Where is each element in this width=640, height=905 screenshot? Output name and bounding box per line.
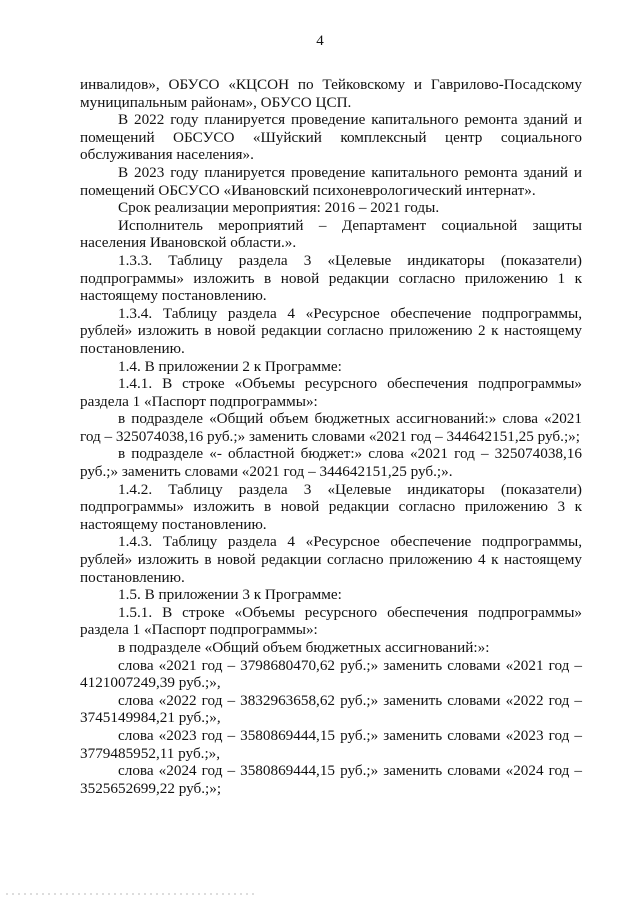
paragraph: слова «2022 год – 3832963658,62 руб.;» заменить словами «2022 год – 3745149984,21 руб.;», — [80, 691, 582, 727]
paragraph: слова «2021 год – 3798680470,62 руб.;» заменить словами «2021 год – 4121007249,39 руб.;», — [80, 656, 582, 692]
paragraph: В 2022 году планируется проведение капитального ремонта зданий и помещений ОБСУСО «Шуйский комплексный центр социального обслуживания населения». — [80, 111, 582, 164]
paragraph: 1.3.3. Таблицу раздела 3 «Целевые индикаторы (показатели) подпрограммы» изложить в новой редакции согласно приложению 1 к настоящему постановлению. — [80, 251, 582, 305]
paragraph: в подразделе «Общий объем бюджетных ассигнований:»: — [118, 639, 490, 656]
paragraph: 1.4. В приложении 2 к Программе: — [118, 357, 342, 375]
paragraph: 1.4.2. Таблицу раздела 3 «Целевые индикаторы (показатели) подпрограммы» изложить в новой редакции согласно приложению 3 к настоящему постановлению. — [80, 480, 582, 533]
paragraph: В 2023 году планируется проведение капитального ремонта зданий и помещений ОБСУСО «Ивановский психоневрологический интернат». — [80, 163, 582, 199]
paragraph: 1.4.3. Таблицу раздела 4 «Ресурсное обеспечение подпрограммы, рублей» изложить в новой редакции согласно приложению 4 к настоящему постановлению. — [80, 533, 582, 586]
paragraph: слова «2024 год – 3580869444,15 руб.;» заменить словами «2024 год – 3525652699,22 руб.;»; — [80, 762, 582, 797]
scan-artifact — [6, 893, 256, 895]
paragraph: инвалидов», ОБУСО «КЦСОН по Тейковскому и Гаврилово-Посадскому муниципальным районам», ОБУСО ЦСП. — [80, 76, 582, 111]
paragraph: слова «2023 год – 3580869444,15 руб.;» заменить словами «2023 год – 3779485952,11 руб.;», — [80, 726, 582, 762]
paragraph: 1.4.1. В строке «Объемы ресурсного обеспечения подпрограммы» раздела 1 «Паспорт подпрограммы»: — [80, 375, 582, 410]
page-number: 4 — [316, 33, 324, 49]
paragraph: в подразделе «Общий объем бюджетных ассигнований:» слова «2021 год – 325074038,16 руб.;» заменить словами «2021 год – 344642151,25 руб.;»; — [80, 410, 582, 445]
paragraph: 1.5. В приложении 3 к Программе: — [118, 586, 342, 604]
paragraph: Исполнитель мероприятий – Департамент социальной защиты населения Ивановской области.». — [80, 216, 582, 252]
document-body — [80, 76, 582, 797]
paragraph: 1.3.4. Таблицу раздела 4 «Ресурсное обеспечение подпрограммы, рублей» изложить в новой редакции согласно приложению 2 к настоящему постановлению. — [80, 304, 582, 357]
paragraph: Срок реализации мероприятия: 2016 – 2021 годы. — [118, 199, 440, 217]
paragraph: в подразделе «- областной бюджет:» слова «2021 год – 325074038,16 руб.;» заменить словами «2021 год – 344642151,25 руб.;». — [80, 445, 582, 481]
paragraph: 1.5.1. В строке «Объемы ресурсного обеспечения подпрограммы» раздела 1 «Паспорт подпрограммы»: — [80, 603, 582, 639]
